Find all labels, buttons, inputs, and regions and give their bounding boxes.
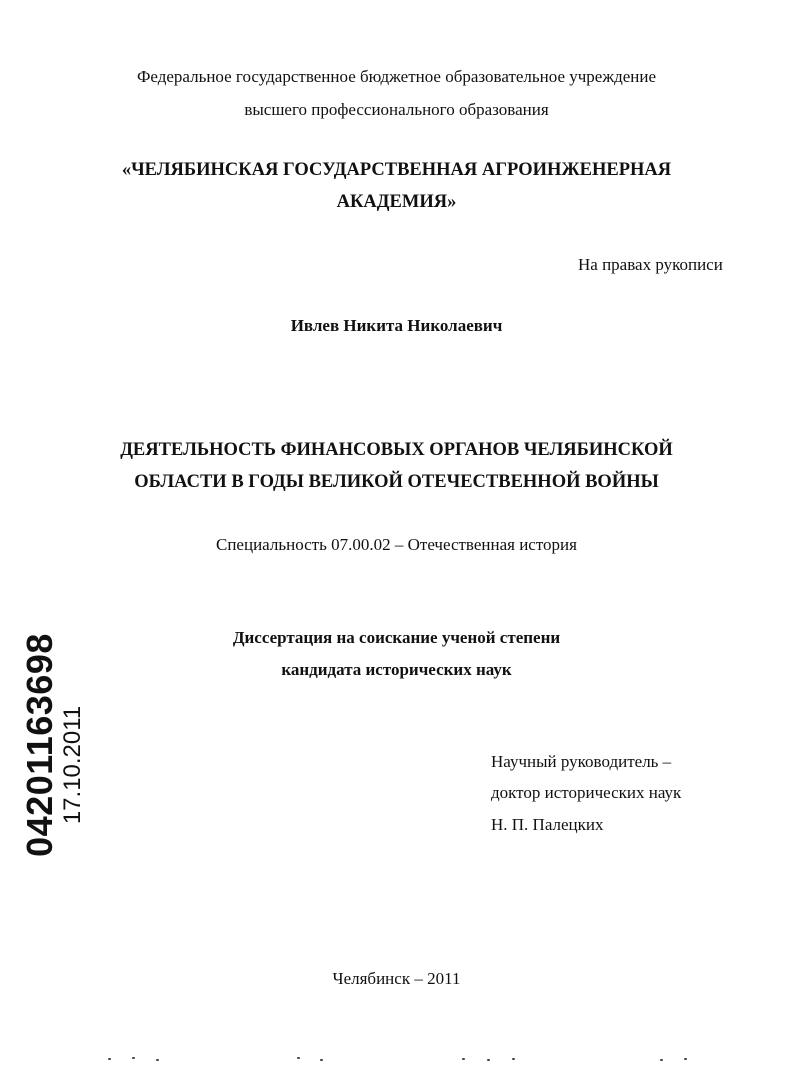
scan-speck [297, 1057, 300, 1059]
scan-speck [660, 1059, 663, 1061]
library-stamp-number: 04201163698 [19, 633, 60, 857]
manuscript-note: На правах рукописи [578, 255, 723, 274]
academy-name-line-2: АКАДЕМИЯ» [336, 192, 457, 212]
scan-artifacts [0, 1050, 793, 1070]
specialty: Специальность 07.00.02 – Отечественная история [216, 535, 577, 554]
scan-speck [487, 1059, 490, 1061]
author-name: Ивлев Никита Николаевич [290, 316, 503, 335]
dissertation-title-line-1: ДЕЯТЕЛЬНОСТЬ ФИНАНСОВЫХ ОРГАНОВ ЧЕЛЯБИНСКОЙ [120, 440, 673, 460]
scan-speck [512, 1058, 515, 1060]
degree-line-1: Диссертация на соискание ученой степени [232, 628, 561, 647]
supervisor-degree: доктор исторических наук [491, 783, 682, 802]
academy-name-line-1: «ЧЕЛЯБИНСКАЯ ГОСУДАРСТВЕННАЯ АГРОИНЖЕНЕРНАЯ [121, 160, 672, 180]
scan-speck [462, 1058, 465, 1060]
scan-speck [320, 1059, 323, 1061]
library-stamp-date: 17.10.2011 [59, 705, 86, 825]
supervisor-role: Научный руководитель – [491, 752, 672, 771]
institution-line-2: высшего профессионального образования [244, 100, 549, 119]
scan-speck [132, 1057, 135, 1059]
scan-speck [156, 1059, 159, 1061]
dissertation-title-line-2: ОБЛАСТИ В ГОДЫ ВЕЛИКОЙ ОТЕЧЕСТВЕННОЙ ВОЙНЫ [134, 472, 659, 492]
institution-line-1: Федеральное государственное бюджетное образовательное учреждение [136, 67, 657, 86]
scan-speck [684, 1058, 687, 1060]
place-year: Челябинск – 2011 [332, 969, 461, 988]
degree-line-2: кандидата исторических наук [281, 660, 512, 679]
supervisor-name: Н. П. Палецких [491, 815, 604, 834]
scan-speck [108, 1058, 111, 1060]
